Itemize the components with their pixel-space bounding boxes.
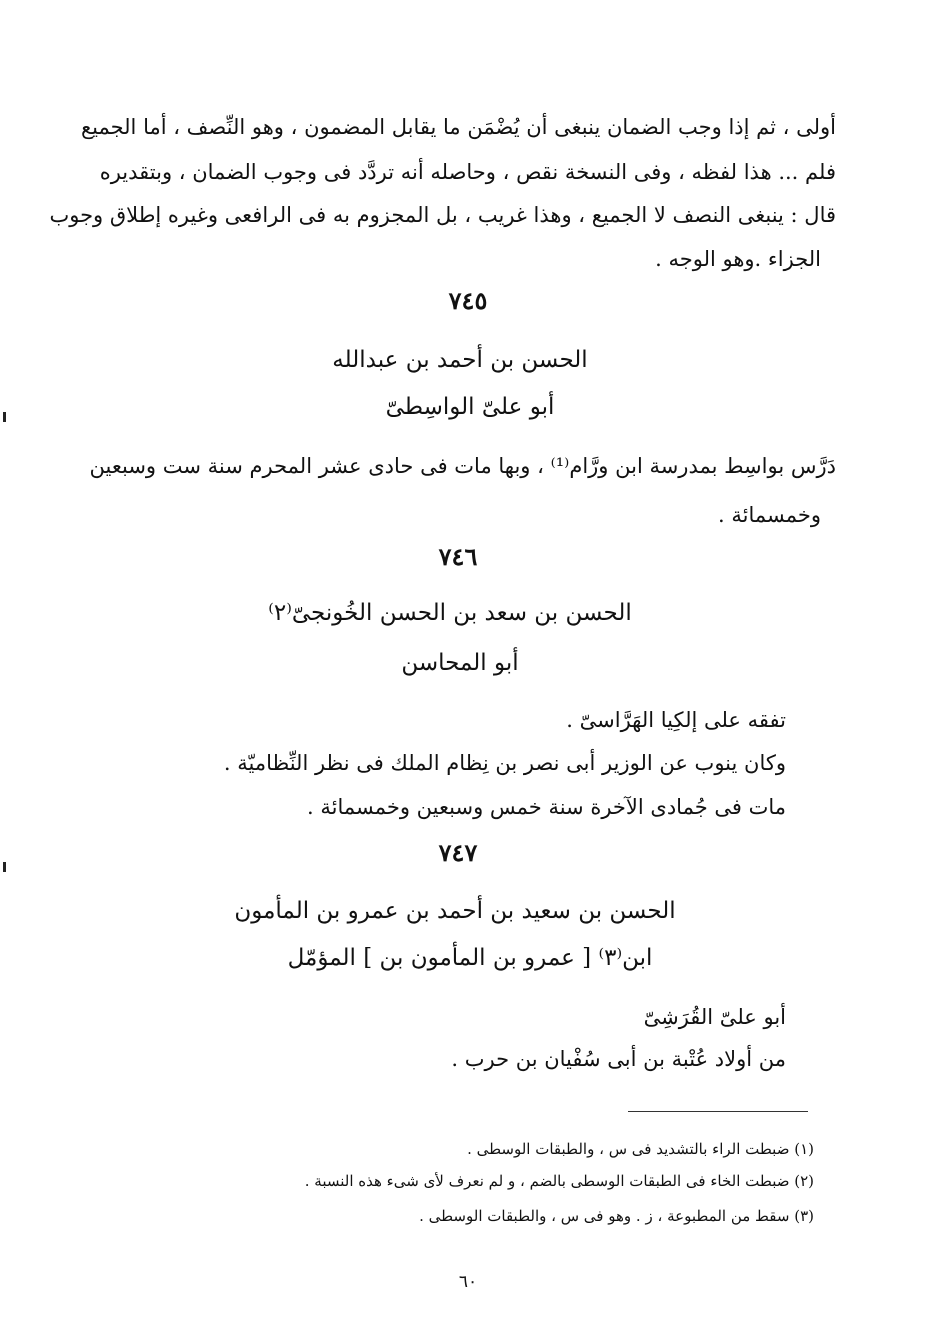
entry-body-line: مات فى جُمادى الآخرة سنة خمس وسبعين وخمسمائة . <box>307 795 786 819</box>
page-number: ٦٠ <box>458 1272 478 1292</box>
entry-kunya: ابن⁽٣⁾ [ عمرو بن المأمون بن ] المؤمّل <box>287 945 653 971</box>
entry-body-line: دَرَّس بواسِط بمدرسة ابن ورَّام⁽¹⁾ ، وبها مات فى حادى عشر المحرم سنة ست وسبعين <box>89 454 836 478</box>
footnote: (٣) سقط من المطبوعة ، ز . وهو فى س ، والطبقات الوسطى . <box>419 1207 814 1225</box>
entry-body-line: أبو علىّ القُرَشِىّ <box>643 1005 786 1029</box>
entry-kunya: أبو المحاسن <box>401 650 519 676</box>
entry-number: ٧٤٥ <box>448 286 488 315</box>
entry-body-line: وخمسمائة . <box>718 503 821 527</box>
entry-name: الحسن بن أحمد بن عبدالله <box>332 347 588 373</box>
intro-line-1: أولى ، ثم إذا وجب الضمان ينبغى أن يُضْمَن ما يقابل المضمون ، وهو النِّصف ، أما الجميع <box>80 115 836 139</box>
entry-name: الحسن بن سعد بن الحسن الخُونجىّ⁽٢⁾ <box>268 600 632 626</box>
margin-mark <box>3 862 6 872</box>
entry-name: الحسن بن سعيد بن أحمد بن عمرو بن المأمون <box>234 898 676 924</box>
entry-body-line: تفقه على إلكِيا الهَرَّاسىّ . <box>566 708 786 732</box>
intro-line-3: قال : ينبغى النصف لا الجميع ، وهذا غريب ، بل المجزوم به فى الرافعى وغيره إطلاق وجوب <box>49 203 836 227</box>
margin-mark <box>3 412 6 422</box>
footnote-separator <box>628 1111 808 1112</box>
footnote: (٢) ضبطت الخاء فى الطبقات الوسطى بالضم ، و لم نعرف لأى شىء هذه النسبة . <box>304 1172 814 1190</box>
entry-number: ٧٤٧ <box>438 838 478 867</box>
entry-kunya: أبو علىّ الواسِطىّ <box>385 394 555 420</box>
footnote: (١) ضبطت الراء بالتشديد فى س ، والطبقات الوسطى . <box>467 1140 814 1158</box>
entry-body-line: من أولاد عُتْبة بن أبى سُفْيان بن حرب . <box>451 1047 786 1071</box>
entry-number: ٧٤٦ <box>438 542 478 571</box>
entry-body-line: وكان ينوب عن الوزير أبى نصر بن نِظام الملك فى نظر النِّظاميّة . <box>223 751 786 775</box>
intro-line-2: فلم ... هذا لفظه ، وفى النسخة نقص ، وحاصله أنه تردَّد فى وجوب الضمان ، وبتقديره <box>99 160 836 184</box>
intro-line-4: الجزاء .وهو الوجه . <box>655 247 821 271</box>
